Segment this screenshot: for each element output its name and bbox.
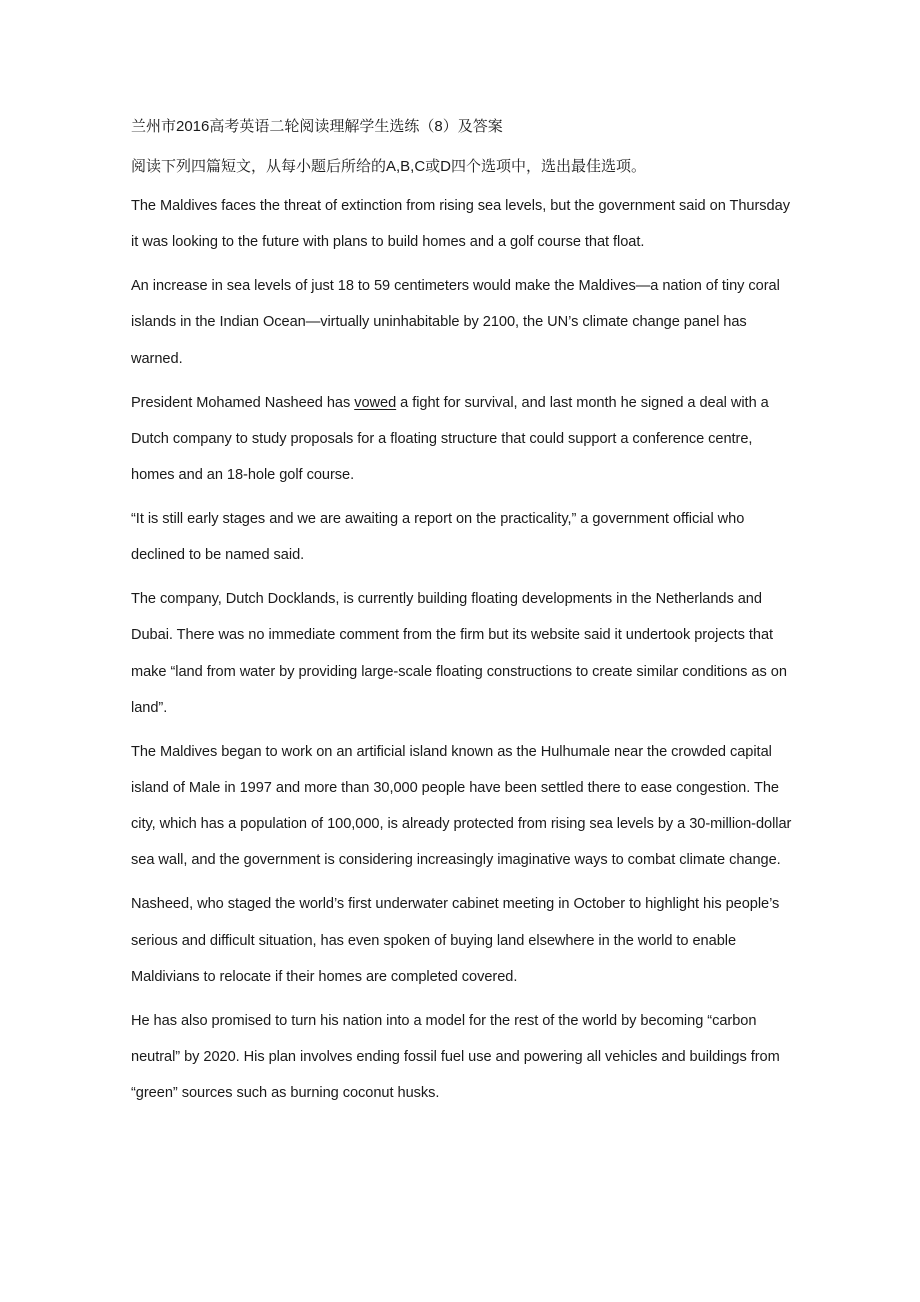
paragraph-3 xyxy=(131,385,793,494)
reading-instructions: 阅读下列四篇短文，从每小题后所给的A,B,C或D四个选项中，选出最佳选项。 xyxy=(131,158,647,175)
paragraph-6: The Maldives began to work on an artificial island known as the Hulhumale near the crowded capital island of Male in 1997 and more than 30,000 people have been settled there to ease congestion. The city, which has a population of 100,000, is already protected from rising sea levels by a 30-million-dollar sea wall, and the government is considering increasingly imaginative ways to combat climate change. xyxy=(131,743,792,869)
document-title: 兰州市2016高考英语二轮阅读理解学生选练（8）及答案 xyxy=(131,118,503,135)
paragraph-3-before: President Mohamed Nasheed has xyxy=(131,394,355,411)
paragraph-3-after: a fight for survival, and last month he signed a deal with a Dutch company to study proposals for a floating structure that could support a conference centre, homes and an 18-hole golf course. xyxy=(131,394,769,484)
paragraph-1: The Maldives faces the threat of extinction from rising sea levels, but the government said on Thursday it was looking to the future with plans to build homes and a golf course that float. xyxy=(131,198,790,251)
paragraph-7: Nasheed, who staged the world’s first underwater cabinet meeting in October to highlight his people’s serious and difficult situation, has even spoken of buying land elsewhere in the world to enable Maldivians to relocate if their homes are completed covered. xyxy=(131,896,780,985)
paragraph-8: He has also promised to turn his nation into a model for the rest of the world by becoming “carbon neutral” by 2020. His plan involves ending fossil fuel use and powering all vehicles and buildings from “green” sources such as burning coconut husks. xyxy=(131,1012,780,1102)
paragraph-4: “It is still early stages and we are awaiting a report on the practicality,” a government official who declined to be named said. xyxy=(131,511,745,564)
paragraph-5: The company, Dutch Docklands, is currently building floating developments in the Netherlands and Dubai. There was no immediate comment from the firm but its website said it undertook projects that make “land from water by providing large-scale floating constructions to create similar conditions as on land”. xyxy=(131,591,787,716)
paragraph-2: An increase in sea levels of just 18 to 59 centimeters would make the Maldives—a nation of tiny coral islands in the Indian Ocean—virtually uninhabitable by 2100, the UN’s climate change panel has warned. xyxy=(131,278,780,367)
document-page xyxy=(131,112,793,1119)
underlined-word-vowed: vowed xyxy=(354,394,397,411)
